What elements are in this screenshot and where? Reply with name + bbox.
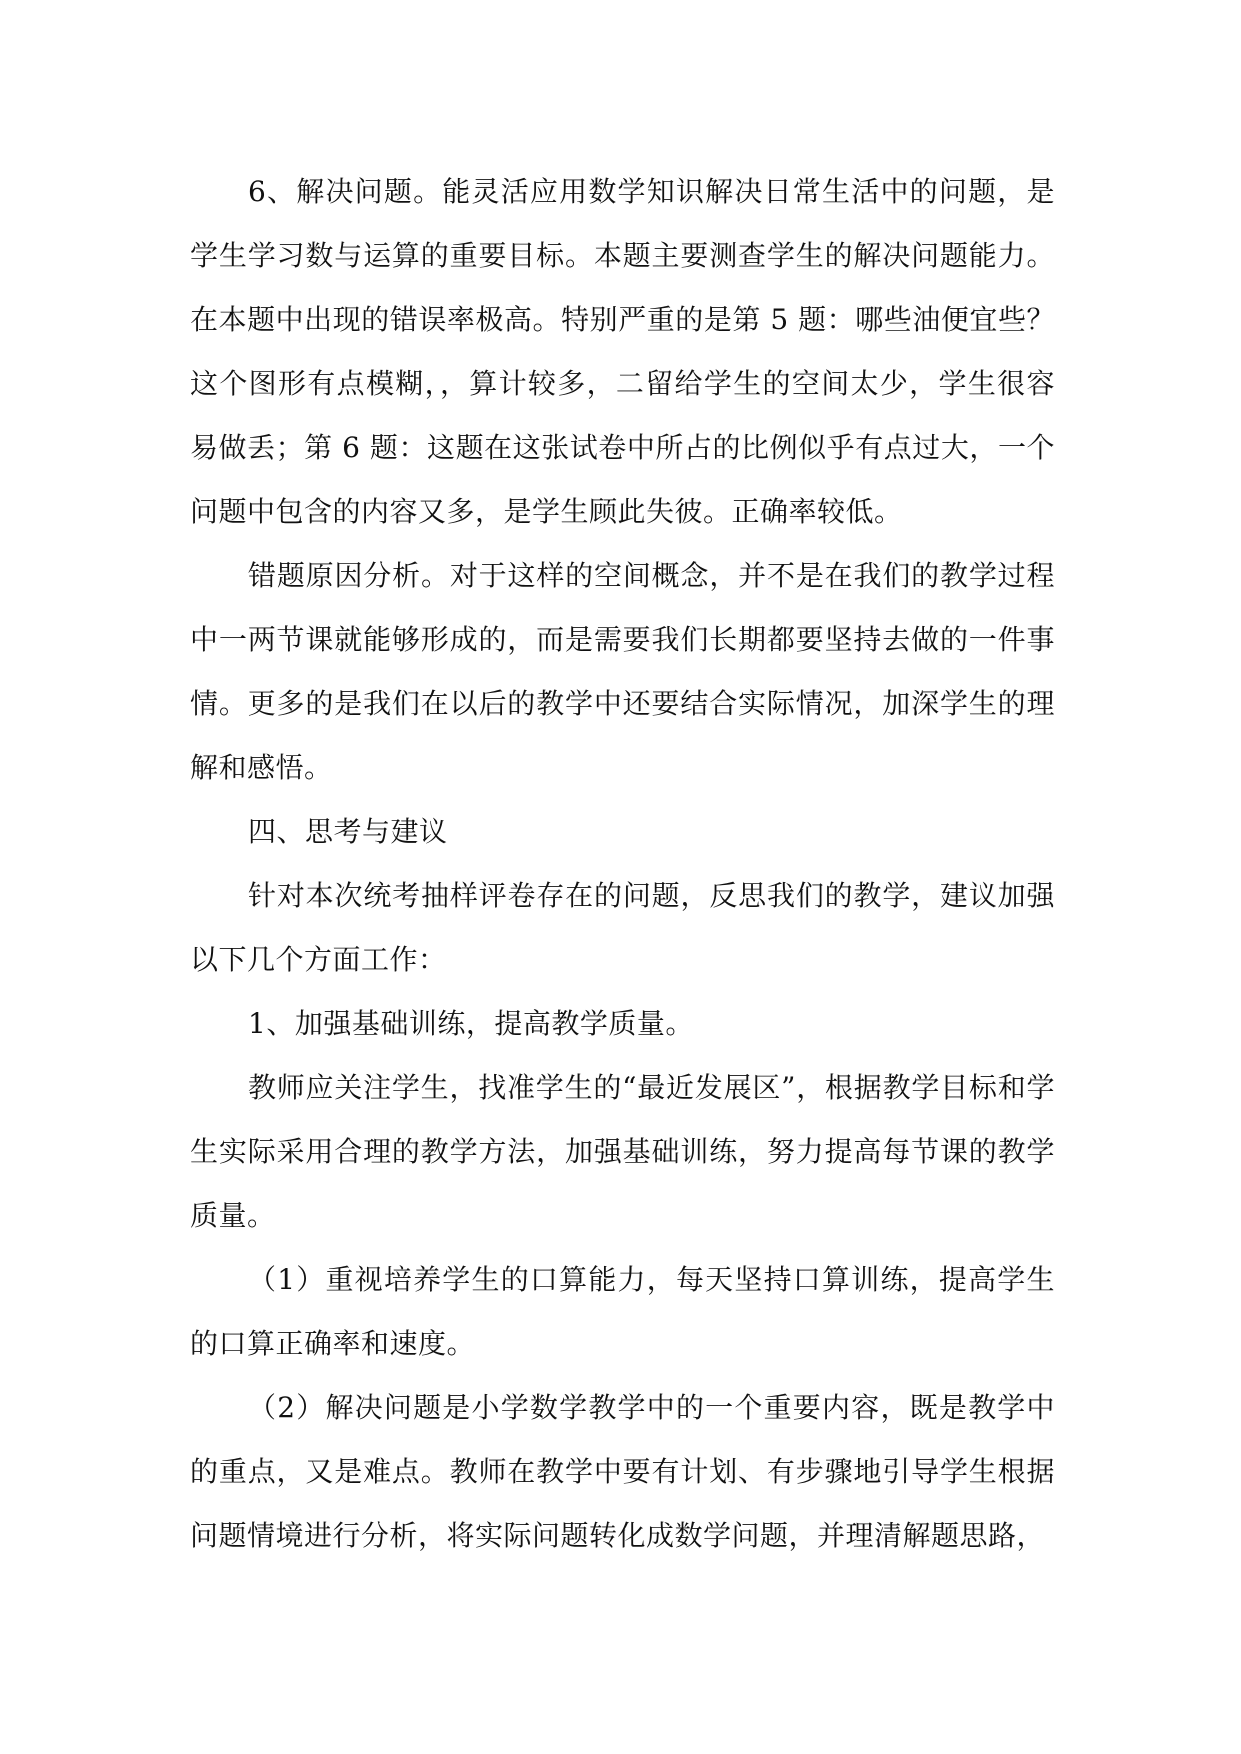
paragraph-error-analysis: 错题原因分析。对于这样的空间概念，并不是在我们的教学过程中一两节课就能够形成的，而是需要我们长期都要坚持去做的一件事情。更多的是我们在以后的教学中还要结合实际情况，加深学生的理解和感悟。 (190, 559, 1055, 784)
paragraph-problem-solving: 6、解决问题。能灵活应用数学知识解决日常生活中的问题，是学生学习数与运算的重要目标。本题主要测查学生的解决问题能力。在本题中出现的错误率极高。特别严重的是第 5 题：哪些油便宜些？这个图形有点模糊，，算计较多，二留给学生的空间太少，学生很容易做丢；第 6 题：这题在这张试卷中所占的比例似乎有点过大，一个问题中包含的内容又多，是学生顾此失彼。正确率较低。 (190, 175, 1055, 528)
paragraph-teacher-focus: 教师应关注学生，找准学生的“最近发展区”，根据教学目标和学生实际采用合理的教学方法，加强基础训练，努力提高每节课的教学质量。 (190, 1071, 1055, 1232)
section-heading-reflection: 四、思考与建议 (248, 815, 448, 848)
paragraph-problem-solving-teaching: （2）解决问题是小学数学教学中的一个重要内容，既是教学中的重点，又是难点。教师在教学中要有计划、有步骤地引导学生根据问题情境进行分析，将实际问题转化成数学问题，并理清解题思路， (190, 1391, 1055, 1552)
document-body (190, 160, 1055, 1568)
paragraph-oral-calculation: （1）重视培养学生的口算能力，每天坚持口算训练，提高学生的口算正确率和速度。 (190, 1263, 1055, 1360)
paragraph-suggestions-intro: 针对本次统考抽样评卷存在的问题，反思我们的教学，建议加强以下几个方面工作： (190, 879, 1055, 976)
subheading-basic-training: 1、加强基础训练，提高教学质量。 (248, 1007, 694, 1040)
